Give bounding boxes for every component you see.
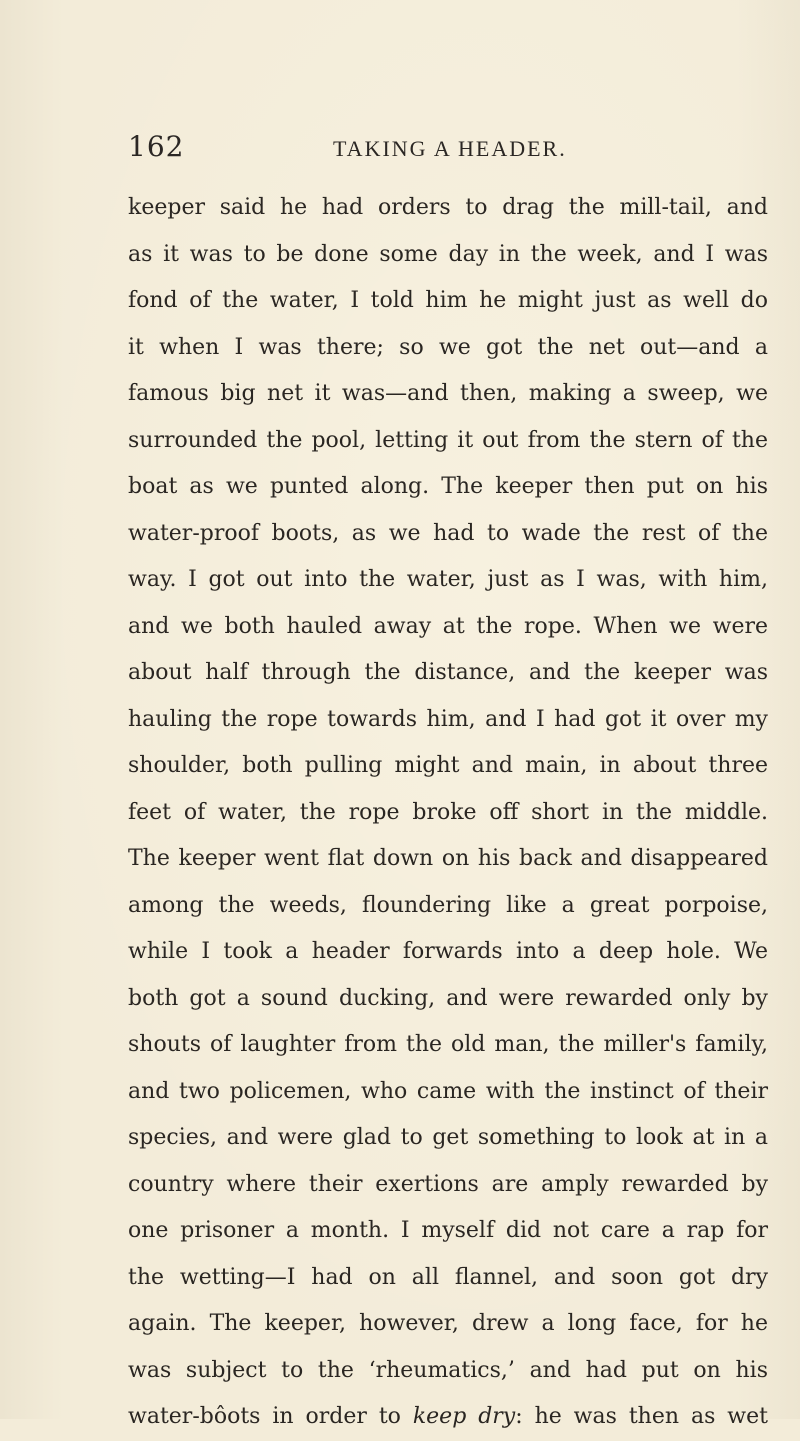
italic-text: keep dry: [412, 1404, 516, 1429]
text-line: hauling the rope towards him, and I had got it over my: [128, 706, 768, 732]
page-number: 162: [128, 130, 185, 163]
text-line: and two policemen, who came with the instinct of their: [128, 1078, 768, 1104]
body-text: [128, 185, 768, 1441]
running-head: [0, 130, 800, 170]
text-line: The keeper went flat down on his back and disappeared: [128, 846, 768, 871]
text-line: surrounded the pool, letting it out from the stern of the: [128, 427, 768, 453]
text-line: the wetting—I had on all flannel, and soon got dry: [128, 1264, 768, 1290]
text-line: was subject to the ‘rheumatics,’ and had put on his: [128, 1357, 768, 1383]
text-line: among the weeds, floundering like a great porpoise,: [128, 892, 768, 918]
text-line: about half through the distance, and the keeper was: [128, 660, 768, 685]
text-line: way. I got out into the water, just as I was, with him,: [128, 567, 768, 592]
text-line: shoulder, both pulling might and main, in about three: [128, 753, 768, 778]
page-header-title: TAKING A HEADER.: [333, 136, 567, 161]
text-line: it when I was there; so we got the net out—and a: [128, 334, 768, 360]
text-line: one prisoner a month. I myself did not care a rap for: [128, 1218, 768, 1243]
text-line: and we both hauled away at the rope. When we were: [128, 613, 768, 639]
text-line: keeper said he had orders to drag the mill-tail, and: [128, 195, 768, 220]
text-line: while I took a header forwards into a deep hole. We: [128, 939, 768, 964]
text-line: water-proof boots, as we had to wade the rest of the: [128, 520, 768, 546]
text-line: country where their exertions are amply rewarded by: [128, 1171, 768, 1197]
text-fragment: water-bôots in order to: [128, 1404, 413, 1429]
text-line-last: [128, 1394, 768, 1441]
text-line: fond of the water, I told him he might just as well do: [128, 288, 768, 313]
text-line: shouts of laughter from the old man, the miller's family,: [128, 1032, 768, 1057]
text-line: both got a sound ducking, and were rewarded only by: [128, 985, 768, 1011]
text-line: as it was to be done some day in the week, and I was: [128, 241, 768, 267]
text-line: again. The keeper, however, drew a long face, for he: [128, 1311, 768, 1336]
text-line: boat as we punted along. The keeper then put on his: [128, 474, 768, 499]
text-line: feet of water, the rope broke off short in the middle.: [128, 799, 768, 825]
text-line: species, and were glad to get something to look at in a: [128, 1125, 768, 1150]
text-fragment: : he was then as wet: [515, 1404, 768, 1429]
text-line: famous big net it was—and then, making a sweep, we: [128, 381, 768, 406]
